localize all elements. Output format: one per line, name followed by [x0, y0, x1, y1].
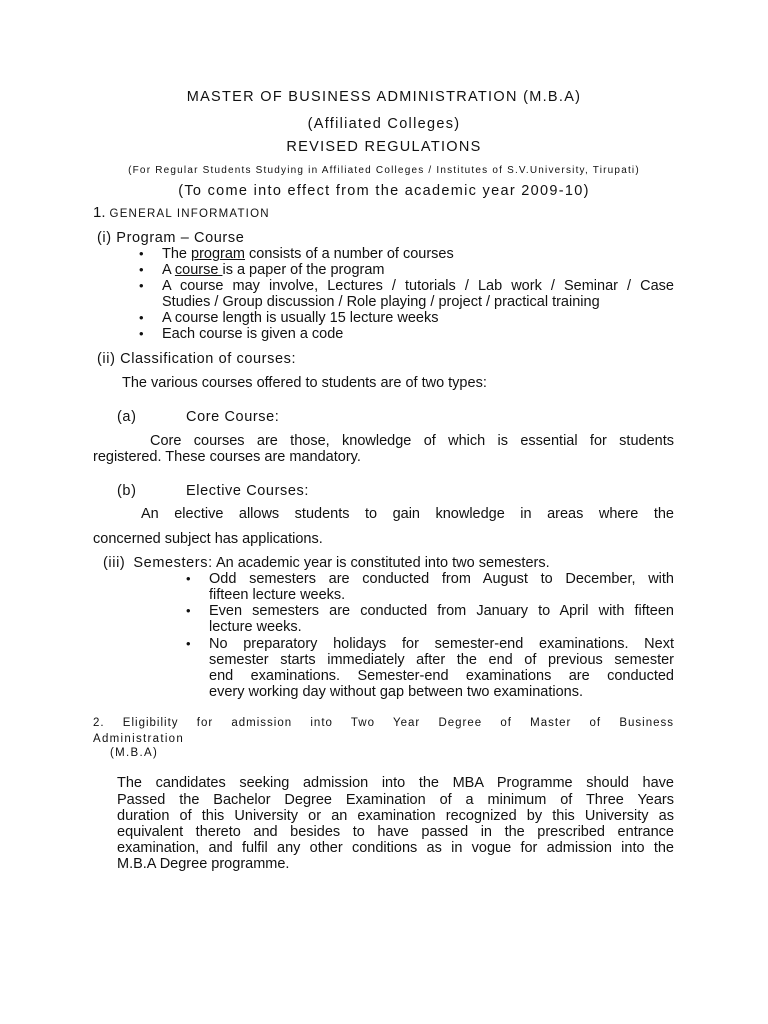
program-bullet-4: A course length is usually 15 lecture weeks	[162, 310, 439, 326]
bullet-icon: •	[139, 246, 144, 261]
bullet-icon: •	[186, 636, 191, 651]
core-course-line-1: Core courses are those, knowledge of which is essential for students	[150, 433, 674, 449]
bullet-icon: •	[139, 278, 144, 293]
classification-intro: The various courses offered to students are of two types:	[122, 375, 487, 391]
section-1-number: 1.	[93, 204, 106, 221]
section-2-heading-line-2: Administration	[93, 733, 185, 745]
program-term: program	[191, 246, 246, 262]
bullet-icon: •	[139, 262, 144, 277]
semester-bullet-1-line-1: Odd semesters are conducted from August to December, with	[209, 571, 674, 587]
revised-regulations-heading: REVISED REGULATIONS	[286, 139, 482, 155]
semester-bullet-3-line-2: semester starts immediately after the end of previous semester	[209, 652, 674, 668]
section-2-heading-line-1: 2. Eligibility for admission into Two Year Degree of Master of Business	[93, 717, 674, 729]
affiliated-subtitle: (Affiliated Colleges)	[307, 116, 461, 132]
program-course-heading: (i) Program – Course	[97, 230, 245, 246]
semester-bullet-1-line-2: fifteen lecture weeks.	[209, 587, 346, 603]
effect-note: (To come into effect from the academic year 2009-10)	[178, 183, 590, 199]
semester-bullet-2-line-2: lecture weeks.	[209, 619, 302, 635]
bullet-icon: •	[186, 603, 191, 618]
semesters-label: (iii)	[103, 555, 126, 571]
eligibility-paragraph-line-3: duration of this University or an examination recognized by this University as	[117, 808, 674, 824]
semesters-title: Semesters:	[133, 555, 213, 571]
eligibility-paragraph-line-2: Passed the Bachelor Degree Examination of a minimum of Three Years	[117, 792, 674, 808]
elective-course-label: (b)	[117, 483, 137, 499]
section-2-heading-line-3: (M.B.A)	[110, 747, 159, 759]
course-term: course	[174, 262, 223, 278]
bullet-icon: •	[139, 310, 144, 325]
elective-course-line-2: concerned subject has applications.	[93, 531, 323, 547]
bullet-icon: •	[139, 326, 144, 341]
elective-course-line-1: An elective allows students to gain knowledge in areas where the	[141, 506, 674, 522]
core-course-label: (a)	[117, 409, 137, 425]
bullet-icon: •	[186, 571, 191, 586]
core-course-line-2: registered. These courses are mandatory.	[93, 449, 361, 465]
program-bullet-3-line-1: A course may involve, Lectures / tutorials / Lab work / Seminar / Case	[162, 278, 674, 294]
section-1-title: GENERAL INFORMATION	[109, 208, 270, 220]
program-bullet-1: The program consists of a number of courses	[162, 246, 454, 262]
eligibility-paragraph-line-6: M.B.A Degree programme.	[117, 856, 290, 872]
program-bullet-3-line-2: Studies / Group discussion / Role playing / project / practical training	[162, 294, 600, 310]
eligibility-paragraph-line-1: The candidates seeking admission into the MBA Programme should have	[117, 775, 674, 791]
eligibility-paragraph-line-5: examination, and fulfil any other conditions as in vogue for admission into the	[117, 840, 674, 856]
semesters-line	[103, 555, 550, 571]
program-bullet-2: A course is a paper of the program	[162, 262, 385, 278]
semesters-description: An academic year is constituted into two semesters.	[212, 555, 550, 571]
program-bullet-5: Each course is given a code	[162, 326, 344, 342]
semester-bullet-3-line-3: end examinations. Semester-end examinations are conducted	[209, 668, 674, 684]
elective-course-title: Elective Courses:	[186, 483, 310, 499]
eligibility-paragraph-line-4: equivalent thereto and besides to have passed in the prescribed entrance	[117, 824, 674, 840]
semester-bullet-3-line-1: No preparatory holidays for semester-end examinations. Next	[209, 636, 674, 652]
semester-bullet-3-line-4: every working day without gap between two examinations.	[209, 684, 583, 700]
semester-bullet-2-line-1: Even semesters are conducted from January to April with fifteen	[209, 603, 674, 619]
core-course-title: Core Course:	[186, 409, 280, 425]
classification-heading: (ii) Classification of courses:	[97, 351, 297, 367]
section-1-heading	[93, 205, 270, 222]
document-title: MASTER OF BUSINESS ADMINISTRATION (M.B.A)	[186, 89, 582, 105]
for-regular-note: (For Regular Students Studying in Affiliated Colleges / Institutes of S.V.University, Tirupati)	[128, 165, 640, 176]
